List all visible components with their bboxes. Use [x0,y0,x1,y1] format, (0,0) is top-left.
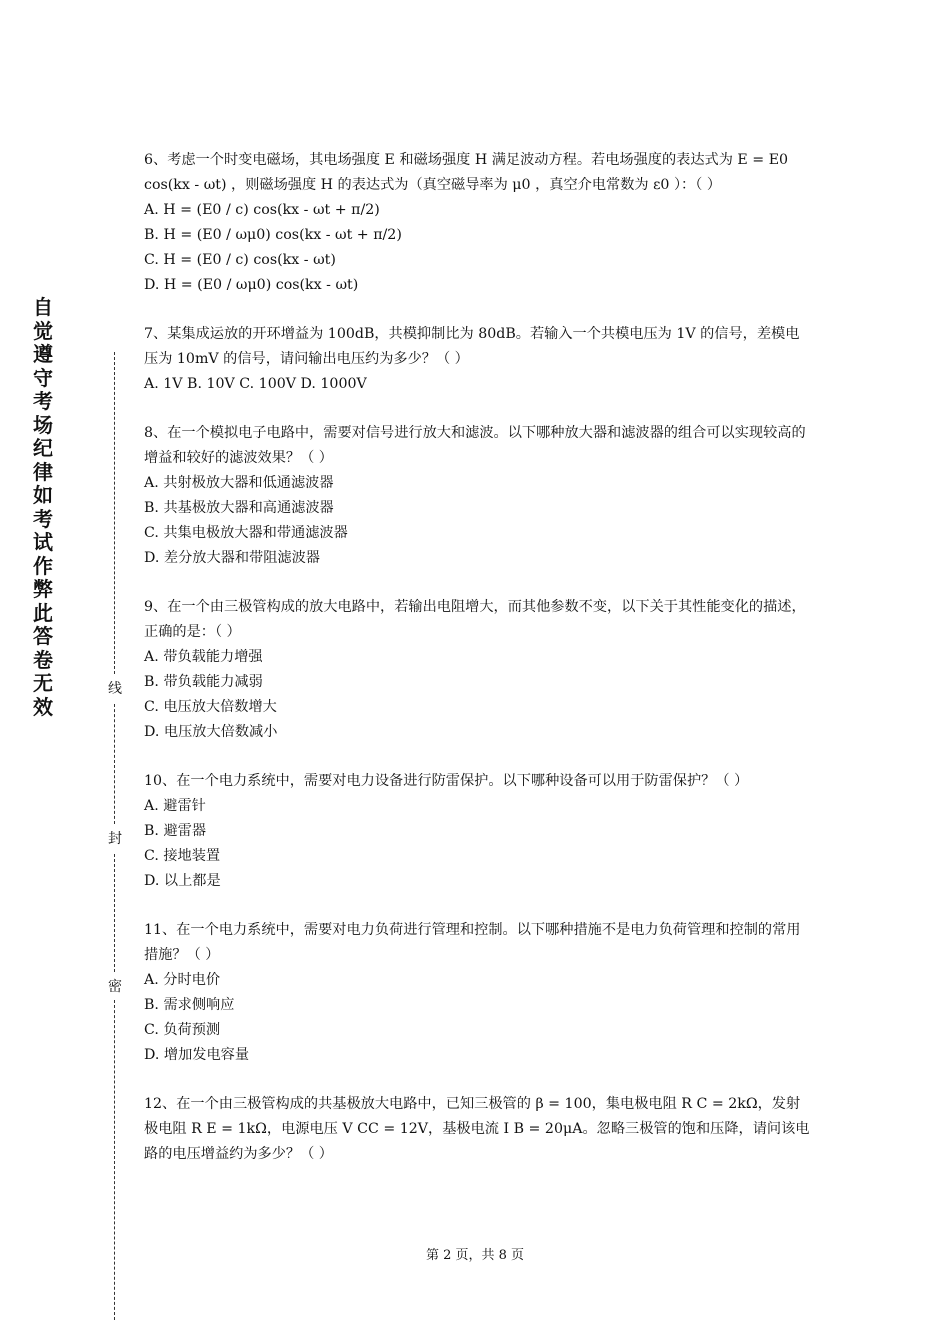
question-7 [144,322,810,397]
question-12 [144,1092,810,1167]
question-10 [144,769,810,894]
question-11-text: 11、在一个电力系统中，需要对电力负荷进行管理和控制。以下哪种措施不是电力负荷管理和控制的常用措施？（ ） [144,922,801,963]
question-10-option-d: D. 以上都是 [144,873,221,889]
question-8-option-d: D. 差分放大器和带阻滤波器 [144,550,320,566]
question-11-option-b: B. 需求侧响应 [144,997,235,1013]
question-6 [144,148,810,298]
binding-dashed-line-3 [114,854,115,972]
question-9-option-a: A. 带负载能力增强 [144,649,263,665]
binding-label-secret: 密 [108,979,122,995]
question-8-text: 8、在一个模拟电子电路中，需要对信号进行放大和滤波。以下哪种放大器和滤波器的组合可以实现较高的增益和较好的滤波效果？（ ） [144,425,806,466]
question-11-option-a: A. 分时电价 [144,972,221,988]
question-9-option-b: B. 带负载能力减弱 [144,674,263,690]
question-11-option-c: C. 负荷预测 [144,1022,221,1038]
binding-dashed-line-1 [114,352,115,674]
question-8 [144,421,810,571]
question-9 [144,595,810,745]
question-10-option-b: B. 避雷器 [144,823,207,839]
question-6-option-b: B. H = (E0 / ωμ0) cos(kx - ωt + π/2) [144,227,402,243]
question-9-text: 9、在一个由三极管构成的放大电路中，若输出电阻增大，而其他参数不变，以下关于其性能变化的描述，正确的是：（ ） [144,599,806,640]
exam-warning-vertical: 自 觉 遵 守 考 场 纪 律 如 考 试 作 弊 此 答 卷 无 效 [33,295,53,719]
question-10-option-c: C. 接地装置 [144,848,221,864]
question-list [144,148,810,1191]
question-11-option-d: D. 增加发电容量 [144,1047,250,1063]
question-7-text: 7、某集成运放的开环增益为 100dB，共模抑制比为 80dB。若输入一个共模电压为 1V 的信号，差模电压为 10mV 的信号，请问输出电压约为多少？（ ） [144,326,800,367]
binding-label-line: 线 [108,681,122,697]
question-6-option-c: C. H = (E0 / c) cos(kx - ωt) [144,252,336,268]
question-11 [144,918,810,1068]
question-7-options: A. 1V B. 10V C. 100V D. 1000V [144,376,367,392]
question-9-option-c: C. 电压放大倍数增大 [144,699,277,715]
binding-dashed-line-2 [114,704,115,824]
page-number: 第 2 页，共 8 页 [425,1248,525,1263]
question-8-option-b: B. 共基极放大器和高通滤波器 [144,500,334,516]
question-12-text: 12、在一个由三极管构成的共基极放大电路中，已知三极管的 β = 100，集电极电阻 R C = 2kΩ，发射极电阻 R E = 1kΩ，电源电压 V CC = 12V，基极电流 I B = 20μA。忽略三极管的饱和压降，请问该电路的电压增益约为多少？（ ） [144,1096,810,1162]
question-8-option-a: A. 共射极放大器和低通滤波器 [144,475,334,491]
question-10-option-a: A. 避雷针 [144,798,206,814]
question-6-option-a: A. H = (E0 / c) cos(kx - ωt + π/2) [144,202,380,218]
question-6-option-d: D. H = (E0 / ωμ0) cos(kx - ωt) [144,277,359,293]
question-8-option-c: C. 共集电极放大器和带通滤波器 [144,525,348,541]
question-6-text: 6、考虑一个时变电磁场，其电场强度 E 和磁场强度 H 满足波动方程。若电场强度的表达式为 E = E0 cos(kx - ωt) ，则磁场强度 H 的表达式为（真空磁导率为 μ0 ，真空介电常数为 ε0 ）：（ ） [144,152,789,193]
binding-dashed-line-4 [114,1000,115,1320]
binding-label-seal: 封 [108,831,122,847]
question-9-option-d: D. 电压放大倍数减小 [144,724,278,740]
question-10-text: 10、在一个电力系统中，需要对电力设备进行防雷保护。以下哪种设备可以用于防雷保护？（ ） [144,773,749,789]
